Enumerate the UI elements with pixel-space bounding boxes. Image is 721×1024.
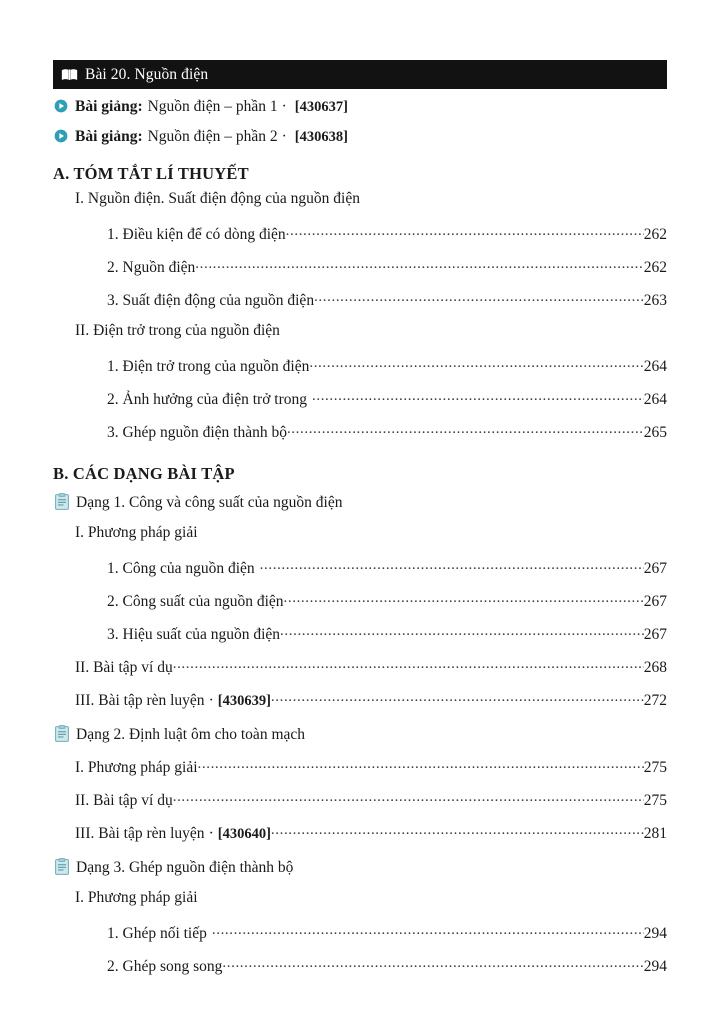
toc-entry-label: I. Nguồn điện. Suất điện động của nguồn điện (75, 190, 360, 207)
play-circle-icon (54, 129, 68, 143)
toc-content (53, 60, 667, 988)
lecture-text: Nguồn điện – phần 1 (147, 98, 278, 115)
toc-entry-page: 281 (643, 824, 667, 842)
toc-entry-label: 1. Công của nguồn điện (107, 559, 255, 577)
section-heading-b: B. CÁC DẠNG BÀI TẬP (53, 464, 235, 483)
toc-entry-page: 267 (643, 592, 667, 610)
section-heading-a: A. TÓM TẮT LÍ THUYẾT (53, 164, 249, 183)
toc-entry[interactable] (53, 822, 667, 855)
dang-group-title[interactable] (53, 490, 667, 524)
toc-entry[interactable] (53, 955, 667, 988)
toc-entry[interactable] (53, 623, 667, 656)
document-lines-icon (55, 493, 69, 510)
toc-entry-page: 264 (643, 390, 667, 408)
toc-entry-page: 263 (643, 291, 667, 309)
lecture-label: Bài giảng: (75, 128, 143, 145)
toc-entry-page: 272 (643, 691, 667, 709)
entry-code[interactable]: [430640] (217, 825, 271, 842)
lecture-text: Nguồn điện – phần 2 (147, 128, 278, 145)
dot-leader (280, 623, 644, 639)
toc-entry-page: 275 (643, 758, 667, 776)
lecture-row[interactable] (53, 97, 667, 127)
entry-separator: · (208, 824, 214, 842)
toc-entry[interactable] (53, 289, 667, 322)
toc-entry-label: II. Bài tập ví dụ (75, 658, 173, 676)
dang-title: Dạng 1. Công và công suất của nguồn điện (76, 494, 343, 511)
lecture-code[interactable]: [430638] (294, 129, 348, 145)
toc-entry-label: I. Phương pháp giải (75, 758, 198, 776)
toc-entry-label: I. Phương pháp giải (75, 889, 198, 906)
chapter-title: Bài 20. Nguồn điện (85, 65, 209, 83)
toc-entry[interactable] (53, 922, 667, 955)
dot-leader (198, 756, 644, 772)
toc-entry[interactable] (53, 388, 667, 421)
toc-entry-page: 267 (643, 625, 667, 643)
document-lines-icon (55, 858, 69, 875)
lecture-label: Bài giảng: (75, 98, 143, 115)
open-book-icon (61, 67, 78, 82)
dot-leader (287, 421, 644, 437)
lecture-row[interactable] (53, 127, 667, 157)
toc-entry[interactable] (53, 889, 667, 922)
toc-entry-label: 2. Nguồn điện (107, 258, 196, 276)
toc-entry-page: 265 (643, 423, 667, 441)
dang-group-title[interactable] (53, 722, 667, 756)
toc-entry[interactable] (53, 656, 667, 689)
dot-leader (271, 689, 644, 705)
toc-entry[interactable] (53, 557, 667, 590)
lecture-separator: · (281, 128, 287, 145)
dot-leader (212, 922, 644, 938)
toc-entry-page: 294 (643, 924, 667, 942)
toc-entry-label: 3. Ghép nguồn điện thành bộ (107, 423, 287, 441)
toc-entry-label: 3. Suất điện động của nguồn điện (107, 291, 315, 309)
toc-entry[interactable] (53, 421, 667, 454)
toc-entry-page: 267 (643, 559, 667, 577)
toc-entry-page: 268 (643, 658, 667, 676)
toc-entry-label: 2. Công suất của nguồn điện (107, 592, 284, 610)
toc-entry[interactable] (53, 256, 667, 289)
dot-leader (312, 388, 644, 404)
chapter-header-bar (53, 60, 667, 89)
dang-title: Dạng 2. Định luật ôm cho toàn mạch (76, 726, 306, 743)
toc-entry[interactable] (53, 756, 667, 789)
toc-entry-label: 1. Điện trở trong của nguồn điện (107, 357, 310, 375)
toc-entry[interactable] (53, 524, 667, 557)
dot-leader (284, 590, 644, 606)
toc-entry-label: II. Điện trở trong của nguồn điện (75, 322, 280, 339)
toc-entry-page: 262 (643, 225, 667, 243)
toc-entry[interactable] (53, 322, 667, 355)
toc-entry-label: 3. Hiệu suất của nguồn điện (107, 625, 281, 643)
toc-entry-page: 262 (643, 258, 667, 276)
toc-entry-page: 275 (643, 791, 667, 809)
dot-leader (314, 289, 644, 305)
toc-entry-label: 1. Điều kiện để có dòng điện (107, 225, 286, 243)
toc-entry[interactable] (53, 190, 667, 223)
dot-leader (271, 822, 644, 838)
dot-leader (222, 955, 643, 971)
dot-leader (309, 355, 643, 371)
toc-entry[interactable] (53, 590, 667, 623)
toc-entry-label: III. Bài tập rèn luyện (75, 691, 205, 709)
toc-entry-label: 2. Ảnh hưởng của điện trở trong (107, 390, 307, 408)
toc-entry[interactable] (53, 355, 667, 388)
entry-separator: · (208, 691, 214, 709)
lecture-code[interactable]: [430637] (294, 99, 348, 115)
play-circle-icon (54, 99, 68, 113)
toc-entry-label: 2. Ghép song song (107, 957, 223, 975)
toc-entry[interactable] (53, 689, 667, 722)
toc-entry-label: 1. Ghép nối tiếp (107, 924, 207, 942)
toc-entry-page: 294 (643, 957, 667, 975)
toc-entry-label: II. Bài tập ví dụ (75, 791, 173, 809)
toc-entry-label: III. Bài tập rèn luyện (75, 824, 205, 842)
lecture-separator: · (281, 98, 287, 115)
toc-entry-page: 264 (643, 357, 667, 375)
dot-leader (195, 256, 643, 272)
dang-title: Dạng 3. Ghép nguồn điện thành bộ (76, 859, 294, 876)
dang-group-title[interactable] (53, 855, 667, 889)
document-lines-icon (55, 725, 69, 742)
dot-leader (173, 656, 644, 672)
entry-code[interactable]: [430639] (217, 692, 271, 709)
toc-entry[interactable] (53, 223, 667, 256)
toc-entry-label: I. Phương pháp giải (75, 524, 198, 541)
dot-leader (260, 557, 644, 573)
dot-leader (173, 789, 644, 805)
toc-entry[interactable] (53, 789, 667, 822)
dot-leader (286, 223, 644, 239)
